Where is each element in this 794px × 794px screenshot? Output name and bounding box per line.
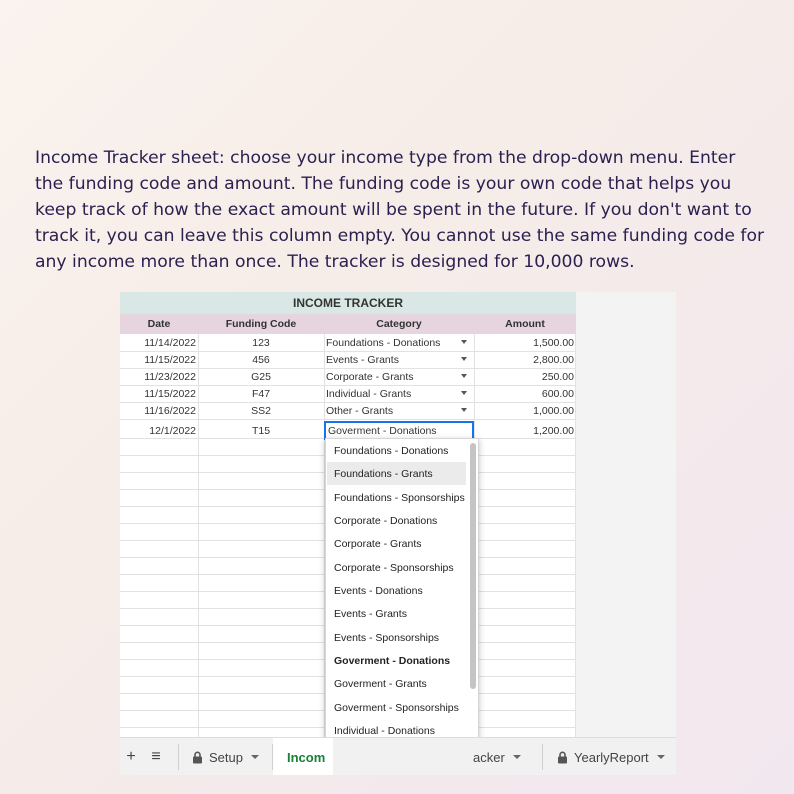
dropdown-option[interactable]: Individual - Donations bbox=[334, 724, 435, 737]
funding-code-cell[interactable]: F47 bbox=[251, 387, 271, 400]
amount-cell[interactable]: 1,000.00 bbox=[533, 404, 574, 417]
dropdown-option-selected[interactable]: Goverment - Donations bbox=[334, 654, 451, 667]
header-date[interactable]: Date bbox=[147, 318, 171, 330]
table-row bbox=[120, 402, 576, 419]
tab-label: acker bbox=[473, 749, 505, 765]
instructions-text: Income Tracker sheet: choose your income type from the drop-down menu. Enter the funding code and amount. The funding code is your own code that helps you keep track of how the exact amount will be spent in the future. If you don't want to track it, you can leave this column empty. You cannot use the same funding code for any income more than once. The tracker is designed for 10,000 rows. bbox=[35, 148, 765, 272]
table-row bbox=[120, 351, 576, 368]
amount-cell[interactable]: 1,200.00 bbox=[533, 424, 574, 437]
all-sheets-menu-icon[interactable]: ≡ bbox=[151, 748, 161, 765]
dropdown-option[interactable]: Foundations - Donations bbox=[334, 444, 449, 457]
funding-code-cell[interactable]: 123 bbox=[252, 336, 270, 349]
active-category-cell[interactable]: Goverment - Donations bbox=[324, 421, 474, 440]
category-cell[interactable]: Events - Grants bbox=[326, 353, 399, 366]
dropdown-arrow-icon[interactable] bbox=[461, 374, 467, 378]
header-funding-code[interactable]: Funding Code bbox=[225, 318, 297, 330]
tab-setup[interactable] bbox=[180, 738, 272, 775]
tab-yearly-report[interactable] bbox=[543, 738, 676, 775]
date-cell[interactable]: 12/1/2022 bbox=[149, 424, 196, 437]
sheet-title[interactable]: INCOME TRACKER bbox=[120, 292, 576, 314]
dropdown-option[interactable]: Goverment - Grants bbox=[334, 677, 427, 690]
header-category[interactable]: Category bbox=[376, 318, 422, 330]
dropdown-arrow-icon[interactable] bbox=[461, 408, 467, 412]
funding-code-cell[interactable]: 456 bbox=[252, 353, 270, 366]
table-row bbox=[120, 334, 576, 351]
lock-icon bbox=[192, 751, 203, 764]
chevron-down-icon[interactable] bbox=[513, 755, 521, 759]
dropdown-option[interactable]: Corporate - Donations bbox=[334, 514, 438, 527]
category-cell[interactable]: Individual - Grants bbox=[326, 387, 412, 400]
empty-sheet-area bbox=[576, 292, 676, 737]
table-row bbox=[120, 385, 576, 402]
dropdown-option[interactable]: Foundations - Sponsorships bbox=[334, 491, 465, 504]
category-cell[interactable]: Other - Grants bbox=[326, 404, 394, 417]
date-cell[interactable]: 11/15/2022 bbox=[144, 353, 196, 366]
lock-icon bbox=[557, 751, 568, 764]
date-cell[interactable]: 11/23/2022 bbox=[144, 370, 196, 383]
funding-code-cell[interactable]: T15 bbox=[251, 424, 271, 437]
tab-label: YearlyReport bbox=[574, 749, 649, 765]
amount-cell[interactable]: 600.00 bbox=[541, 387, 574, 400]
dropdown-option[interactable]: Goverment - Sponsorships bbox=[334, 701, 459, 714]
dropdown-option[interactable]: Events - Grants bbox=[334, 607, 407, 620]
date-cell[interactable]: 11/16/2022 bbox=[144, 404, 196, 417]
spreadsheet bbox=[120, 292, 676, 775]
dropdown-scrollbar[interactable] bbox=[470, 443, 476, 689]
dropdown-arrow-icon[interactable] bbox=[461, 340, 467, 344]
dropdown-arrow-icon[interactable] bbox=[461, 391, 467, 395]
category-cell[interactable]: Corporate - Grants bbox=[326, 370, 414, 383]
sheet-tab-bar bbox=[120, 737, 676, 775]
dropdown-option[interactable]: Corporate - Grants bbox=[334, 537, 422, 550]
amount-cell[interactable]: 250.00 bbox=[541, 370, 574, 383]
funding-code-cell[interactable]: G25 bbox=[251, 370, 271, 383]
chevron-down-icon[interactable] bbox=[251, 755, 259, 759]
header-amount[interactable]: Amount bbox=[505, 318, 545, 330]
dropdown-arrow-icon[interactable] bbox=[461, 357, 467, 361]
dropdown-option[interactable]: Events - Sponsorships bbox=[334, 631, 440, 644]
add-sheet-button[interactable]: + bbox=[126, 748, 136, 765]
date-cell[interactable]: 11/15/2022 bbox=[144, 387, 196, 400]
tab-income-tracker[interactable] bbox=[273, 738, 333, 775]
date-cell[interactable]: 11/14/2022 bbox=[144, 336, 196, 349]
tab-label: Incom bbox=[287, 749, 326, 765]
category-cell[interactable]: Foundations - Donations bbox=[326, 336, 441, 349]
chevron-down-icon[interactable] bbox=[657, 755, 665, 759]
dropdown-option[interactable]: Foundations - Grants bbox=[327, 462, 466, 485]
funding-code-cell[interactable]: SS2 bbox=[251, 404, 271, 417]
amount-cell[interactable]: 1,500.00 bbox=[533, 336, 574, 349]
amount-cell[interactable]: 2,800.00 bbox=[533, 353, 574, 366]
tab-tracker[interactable] bbox=[473, 738, 533, 775]
dropdown-option[interactable]: Corporate - Sponsorships bbox=[334, 561, 454, 574]
header-row bbox=[120, 314, 576, 334]
tab-label: Setup bbox=[209, 749, 243, 765]
category-dropdown-menu[interactable] bbox=[325, 438, 479, 768]
table-row bbox=[120, 368, 576, 385]
dropdown-option[interactable]: Events - Donations bbox=[334, 584, 423, 597]
